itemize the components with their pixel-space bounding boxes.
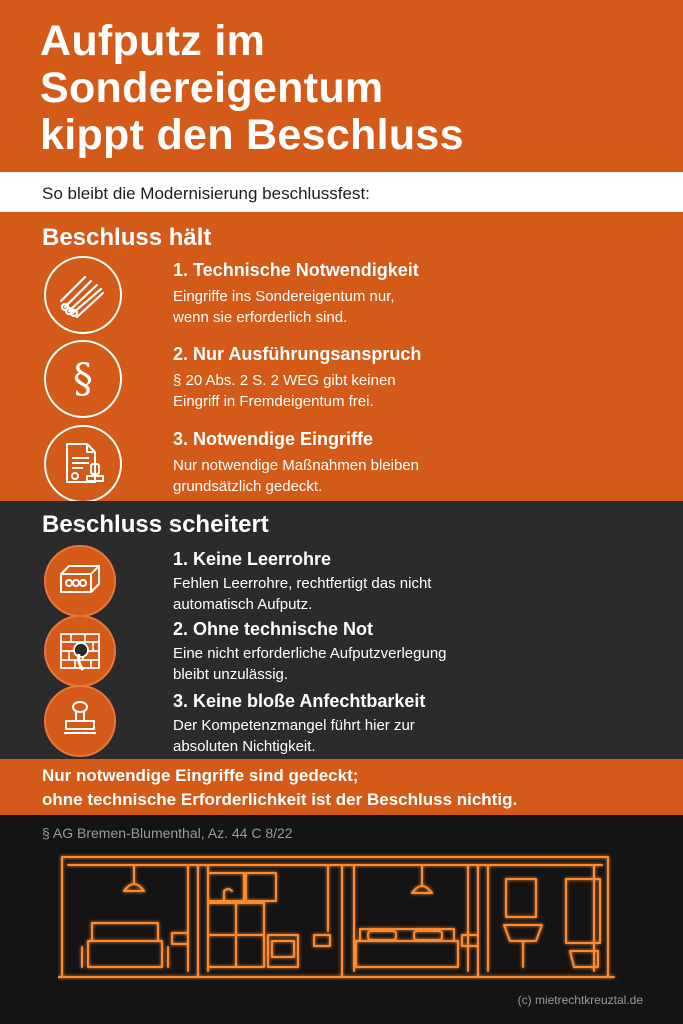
- title-line-3: kippt den Beschluss: [40, 111, 464, 159]
- item-title: 1. Technische Notwendigkeit: [173, 260, 419, 280]
- item-text-line: grundsätzlich gedeckt.: [173, 478, 323, 495]
- item-title: 2. Nur Ausführungsanspruch: [173, 344, 422, 364]
- paragraph-icon: §: [44, 340, 122, 418]
- conclusion-line-2: ohne technische Erforderlichkeit ist der Beschluss nichtig.: [42, 790, 518, 809]
- item-title: 1. Keine Leerrohre: [173, 549, 332, 569]
- item-text: [173, 286, 473, 328]
- item-text-line: Der Kompetenzmangel führt hier zur: [173, 717, 415, 734]
- item-text-line: Eingriff in Fremdeigentum frei.: [173, 393, 374, 410]
- document-stamp-icon: [44, 425, 122, 503]
- item-text-line: absoluten Nichtigkeit.: [173, 738, 316, 755]
- item-text-line: Eingriffe ins Sondereigentum nur,: [173, 288, 395, 305]
- item-text-line: Nur notwendige Maßnahmen bleiben: [173, 457, 419, 474]
- item-text: [173, 573, 473, 615]
- apartment-wiring-illustration: [58, 851, 618, 981]
- item-text: [173, 370, 473, 412]
- subtitle: So bleibt die Modernisierung beschlussfest:: [42, 184, 370, 203]
- title-line-1: Aufputz im: [40, 17, 266, 65]
- conduit-icon: [44, 545, 116, 617]
- section-title: Beschluss hält: [42, 224, 212, 251]
- item-title: 3. Notwendige Eingriffe: [173, 429, 374, 449]
- section-beschluss-scheitert: [0, 501, 683, 759]
- brick-wall-cable-icon: [44, 615, 116, 687]
- stamp-icon: [44, 685, 116, 757]
- item-text-line: Eine nicht erforderliche Aufputzverlegung: [173, 645, 447, 662]
- item-text-line: bleibt unzulässig.: [173, 666, 289, 683]
- item-text-line: automatisch Aufputz.: [173, 596, 313, 613]
- conclusion-line-1: Nur notwendige Eingriffe sind gedeckt;: [42, 766, 359, 785]
- illustration-panel: [0, 815, 683, 1024]
- copyright-notice: (c) mietrechtkreuztal.de: [517, 993, 643, 1007]
- item-text-line: § 20 Abs. 2 S. 2 WEG gibt keinen: [173, 372, 396, 389]
- item-title: 3. Keine bloße Anfechtbarkeit: [173, 691, 426, 711]
- section-title: Beschluss scheitert: [42, 511, 269, 538]
- header-banner: [0, 0, 683, 172]
- item-title: 2. Ohne technische Not: [173, 619, 374, 639]
- item-text: [173, 643, 473, 685]
- section-beschluss-haelt: [0, 212, 683, 501]
- title-line-2: Sondereigentum: [40, 64, 384, 112]
- item-text-line: Fehlen Leerrohre, rechtfertigt das nicht: [173, 575, 432, 592]
- cable-bundle-icon: [44, 256, 122, 334]
- conclusion-banner: [0, 759, 683, 815]
- page-title: [40, 18, 464, 159]
- item-text-line: wenn sie erforderlich sind.: [173, 309, 348, 326]
- court-reference: § AG Bremen-Blumenthal, Az. 44 C 8/22: [42, 825, 293, 841]
- item-text: [173, 715, 473, 757]
- item-text: [173, 455, 473, 497]
